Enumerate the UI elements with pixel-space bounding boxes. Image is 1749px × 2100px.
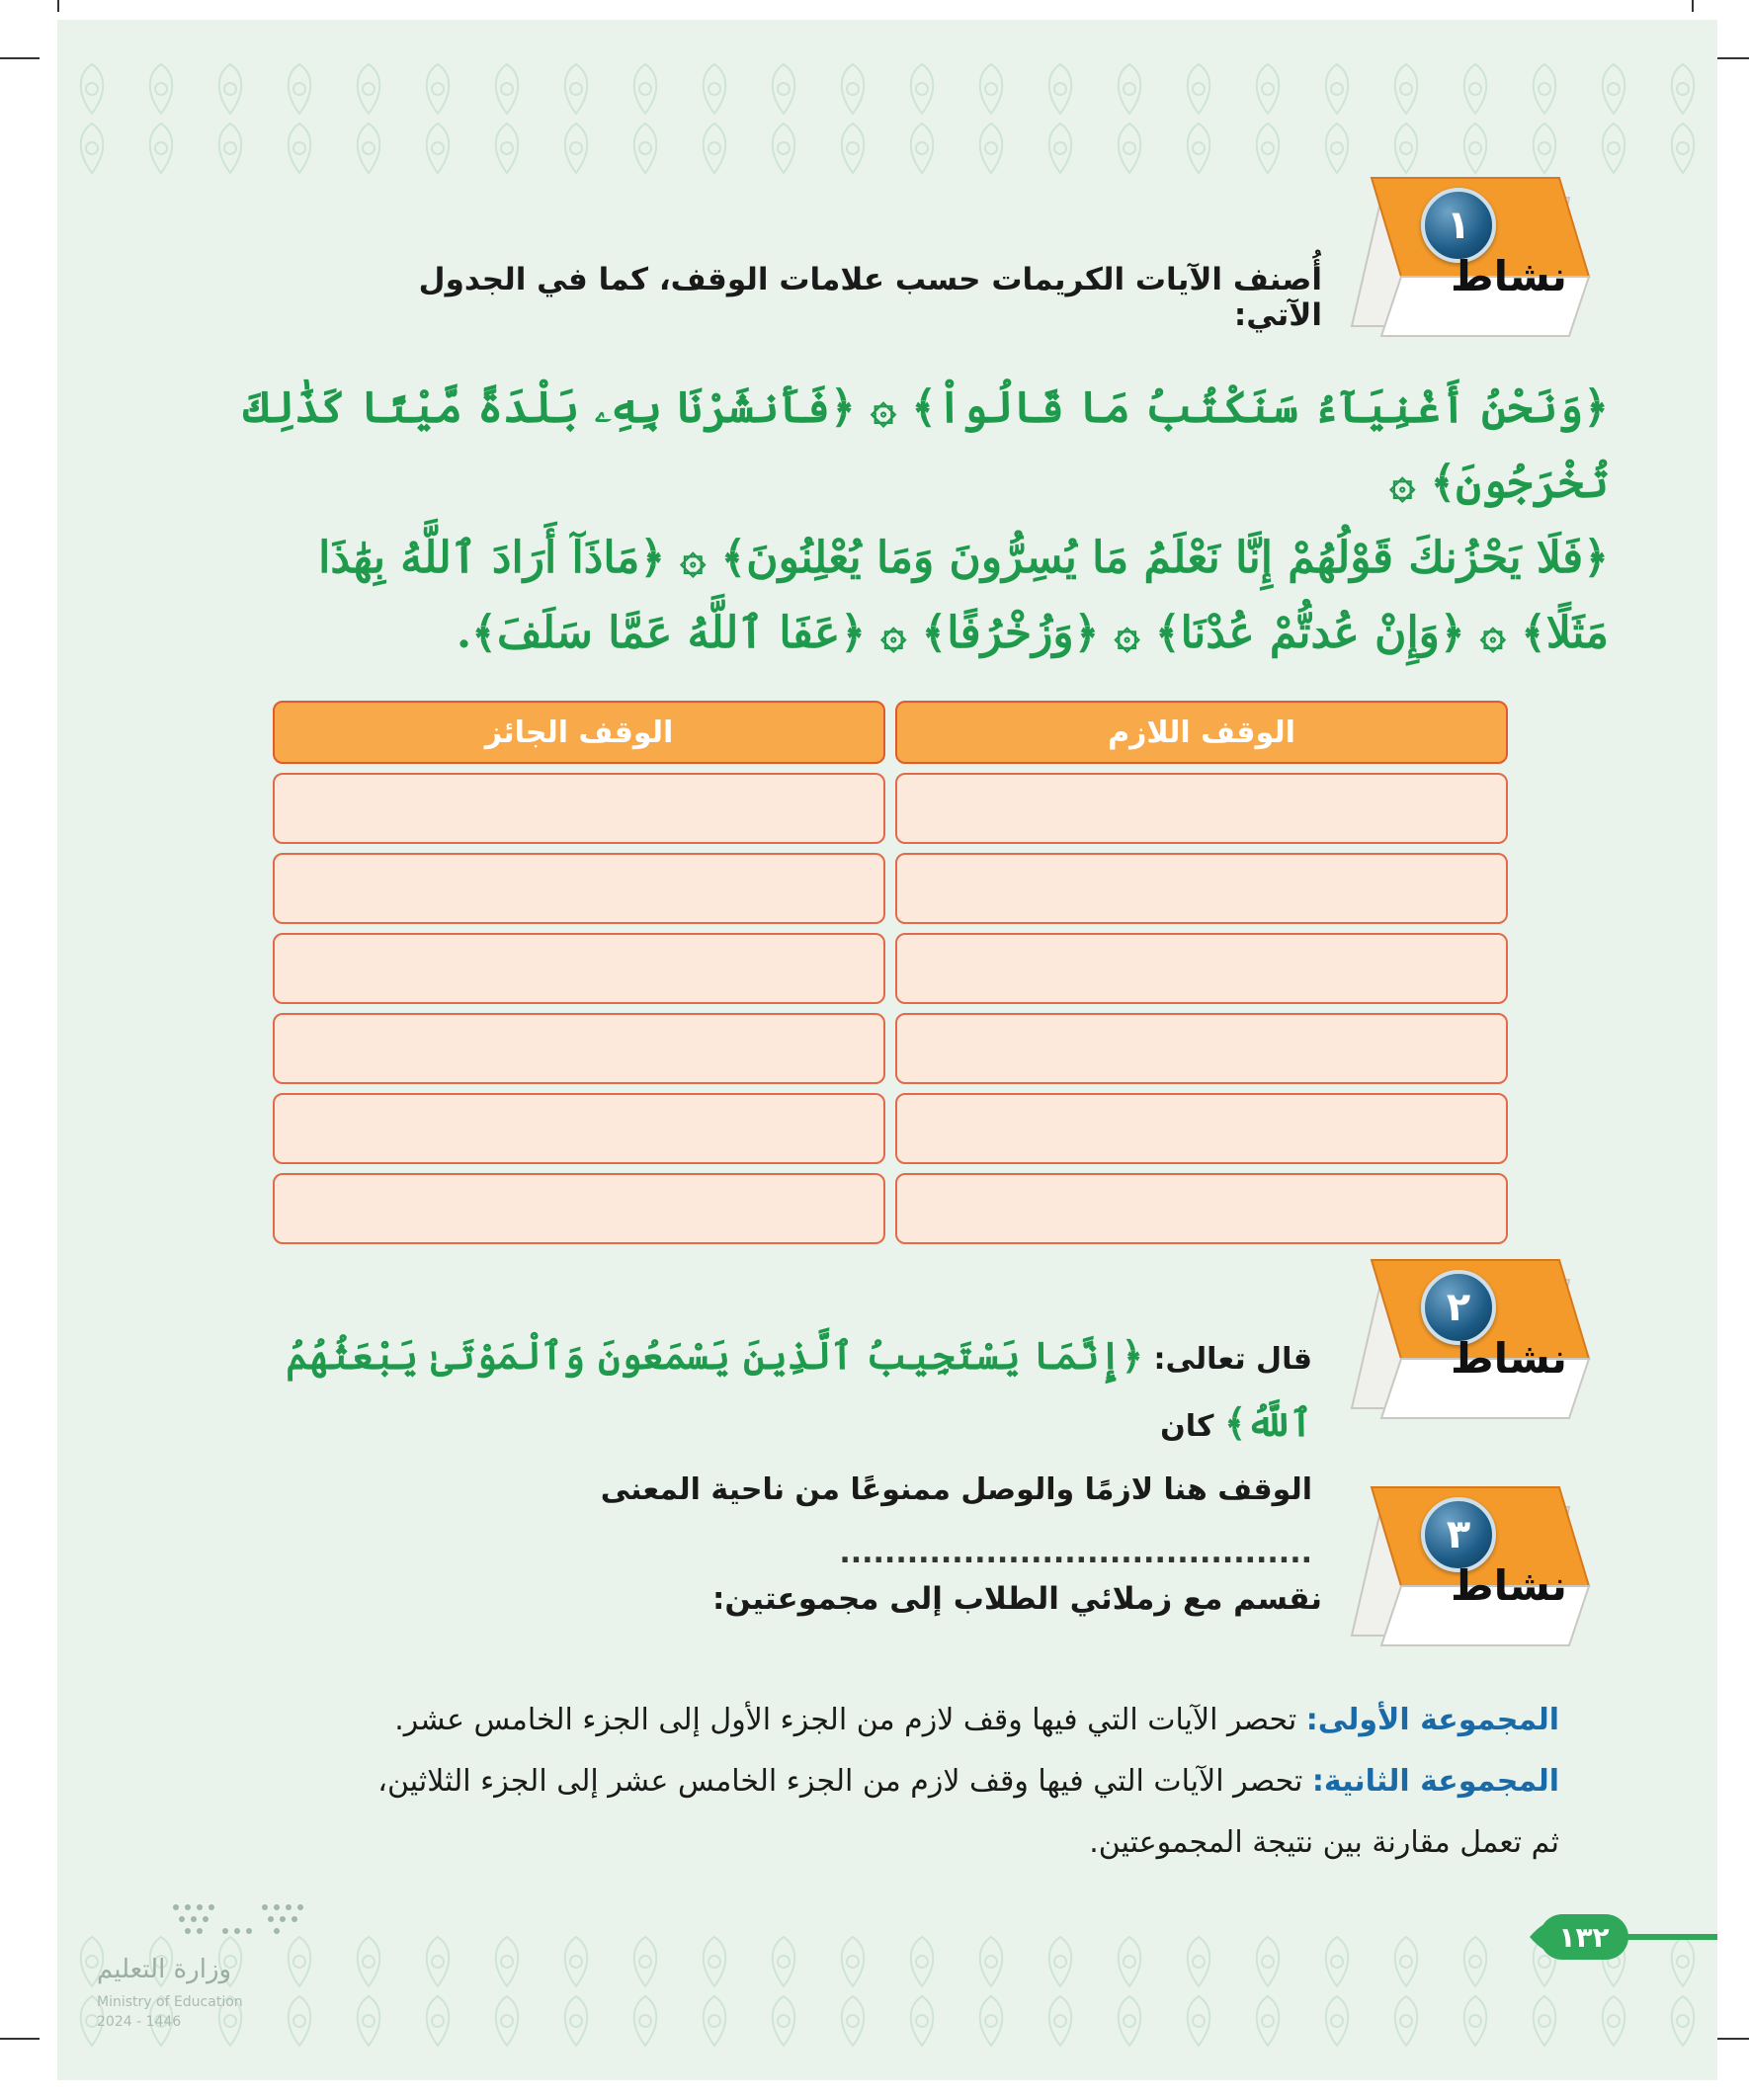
group-2-label: المجموعة الثانية: <box>1311 1764 1559 1799</box>
activity-3-badge <box>1342 1477 1599 1665</box>
crop-mark <box>1692 0 1694 12</box>
top-ornament-border <box>57 59 1717 178</box>
activity-3-instruction: نقسم مع زملائي الطلاب إلى مجموعتين: <box>711 1581 1322 1617</box>
activity-2-line-2 <box>285 1459 1312 1585</box>
ministry-year: 2024 - 1446 <box>97 2014 182 2030</box>
activity-2-label: نشاط <box>1451 1334 1567 1383</box>
activity-2-number: ٢ <box>1421 1270 1496 1345</box>
ministry-name-en: Ministry of Education <box>97 1994 243 2010</box>
activity-1-verses <box>206 371 1609 671</box>
table-row <box>273 1173 1508 1244</box>
activity-3-groups <box>304 1690 1559 1874</box>
activity-2-statement: الوقف هنا لازمًا والوصل ممنوعًا من ناحية المعنى <box>600 1472 1312 1507</box>
activity-2-intro: قال تعالى: <box>1153 1342 1312 1377</box>
activity-3-number: ٣ <box>1421 1497 1496 1572</box>
answer-cell[interactable] <box>895 773 1508 844</box>
table-row <box>273 1013 1508 1084</box>
table-row <box>273 1093 1508 1164</box>
activity-1-badge <box>1342 168 1599 356</box>
answer-cell[interactable] <box>895 1013 1508 1084</box>
activity-1-number: ١ <box>1421 188 1496 263</box>
verse-line-3: مَثَلًا﴾ ۞ ﴿وَإِنْ عُدتُّمْ عُدْنَا﴾ ۞ ﴿وَزُخْرُفًا﴾ ۞ ﴿عَفَا ٱللَّهُ عَمَّا سَلَفَ﴾. <box>456 608 1609 658</box>
answer-blank[interactable]: .......................................... <box>839 1536 1312 1570</box>
answer-cell[interactable] <box>273 1093 885 1164</box>
answer-cell[interactable] <box>273 1013 885 1084</box>
ministry-logo <box>97 1897 324 2056</box>
header-permissible-stop: الوقف الجائز <box>273 701 885 764</box>
answer-cell[interactable] <box>895 1093 1508 1164</box>
activity-1-label: نشاط <box>1451 252 1567 300</box>
table-row <box>273 773 1508 844</box>
group-1-line <box>304 1690 1559 1751</box>
activity-2-suffix: كان <box>1160 1409 1214 1444</box>
ministry-name-ar: وزارة التعليم <box>97 1955 232 1984</box>
table-row <box>273 853 1508 924</box>
verse-line-2: ﴿فَلَا يَحْزُنكَ قَوْلُهُمْ إِنَّا نَعْلَمُ مَا يُسِرُّونَ وَمَا يُعْلِنُونَ﴾ ۞ ﴿مَاذَآ أَرَادَ ٱللَّهُ بِهَٰذَا <box>318 533 1609 583</box>
answer-cell[interactable] <box>895 853 1508 924</box>
answer-cell[interactable] <box>273 853 885 924</box>
answer-cell[interactable] <box>895 933 1508 1004</box>
answer-cell[interactable] <box>273 933 885 1004</box>
group-2-text: تحصر الآيات التي فيها وقف لازم من الجزء الخامس عشر إلى الجزء الثلاثين، <box>377 1764 1303 1799</box>
group-1-text: تحصر الآيات التي فيها وقف لازم من الجزء الأول إلى الجزء الخامس عشر. <box>394 1703 1297 1737</box>
answer-cell[interactable] <box>273 773 885 844</box>
group-1-label: المجموعة الأولى: <box>1305 1703 1559 1737</box>
closing-line: ثم تعمل مقارنة بين نتيجة المجموعتين. <box>1089 1825 1559 1860</box>
activity-3-label: نشاط <box>1451 1561 1567 1610</box>
table-row <box>273 933 1508 1004</box>
crop-mark <box>57 0 59 12</box>
header-mandatory-stop: الوقف اللازم <box>895 701 1508 764</box>
ministry-dots-icon <box>166 1897 314 1947</box>
activity-2-verse: ﴿إِنَّمَا يَسْتَجِيبُ ٱلَّذِينَ يَسْمَعُونَ وَٱلْمَوْتَىٰ يَبْعَثُهُمُ ٱللَّهُ﴾ <box>286 1333 1312 1445</box>
answer-cell[interactable] <box>273 1173 885 1244</box>
group-2-line <box>304 1751 1559 1812</box>
activity-2-text <box>285 1324 1312 1585</box>
stop-marks-table <box>263 692 1518 1253</box>
activity-2-line-1 <box>285 1324 1312 1459</box>
crop-mark <box>0 2038 40 2040</box>
crop-mark <box>0 57 40 59</box>
verse-line-1: ﴿وَنَحْنُ أَغْنِيَآءُ سَنَكْتُبُ مَا قَالُواْ﴾ ۞ ﴿فَأَنشَرْنَا بِهِۦ بَلْدَةً مَّيْتًا كَذَٰلِكَ تُخْرَجُونَ﴾ ۞ <box>243 382 1609 508</box>
page-number: ١٣٢ <box>1540 1914 1628 1960</box>
answer-cell[interactable] <box>895 1173 1508 1244</box>
textbook-page <box>57 20 1717 2080</box>
activity-1-instruction: أُصنف الآيات الكريمات حسب علامات الوقف، كما في الجدول الآتي: <box>418 262 1322 333</box>
activity-2-badge <box>1342 1250 1599 1438</box>
